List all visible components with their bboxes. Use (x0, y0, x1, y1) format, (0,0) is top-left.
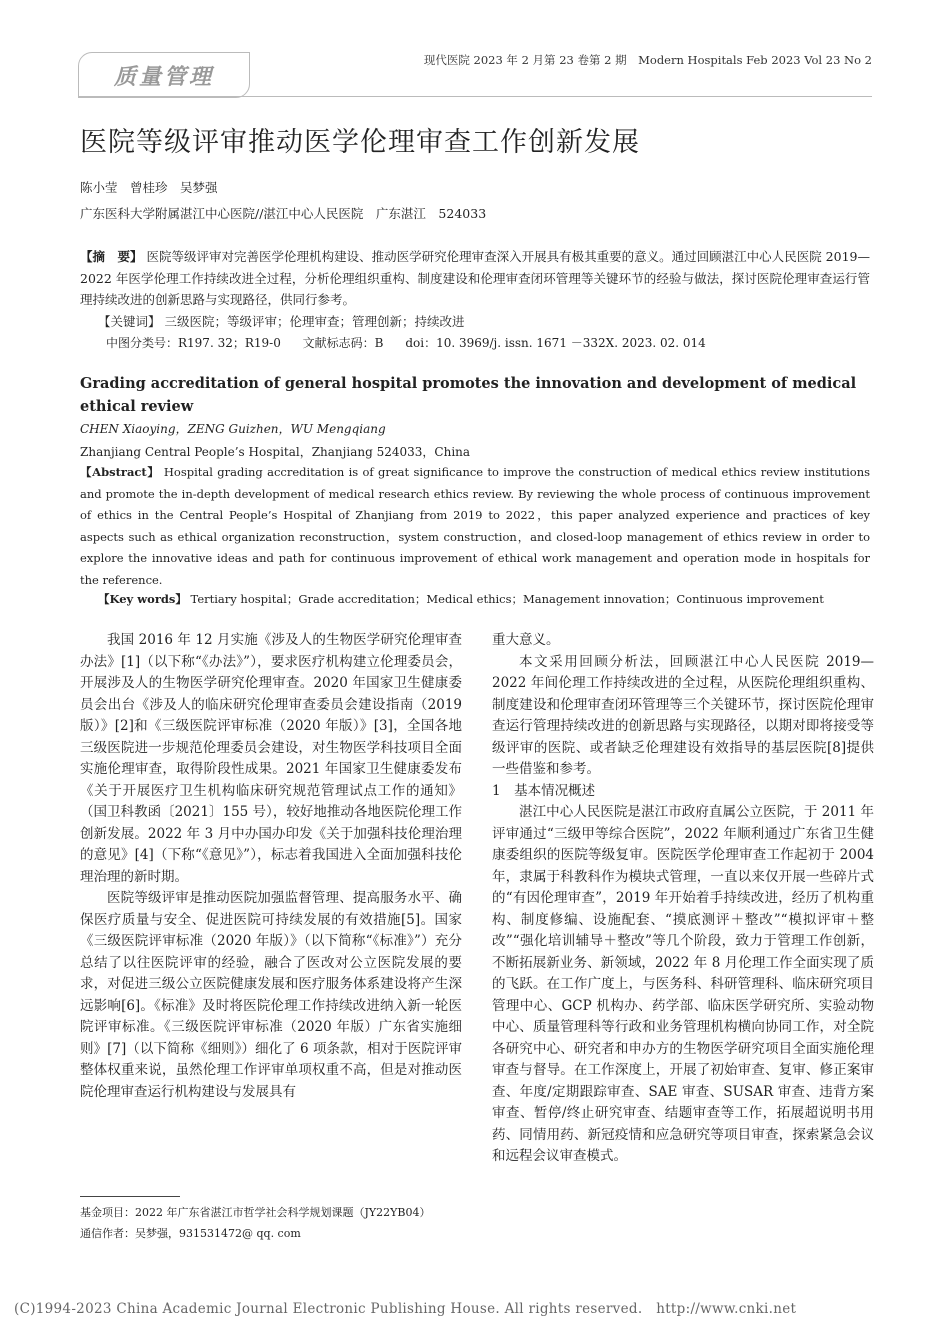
body-right-column (492, 630, 874, 1168)
english-abstract-text: Hospital grading accreditation is of great significance to improve the construction of medical ethics review institutions and promote the in-depth development of medical research ethics review. By reviewing the whole process of continuous improvement of ethics in the Central People’s Hospital of Zhanjiang from 2019 to 2022，this paper analyzed experience and practices of key aspects such as ethical organization reconstruction，system construction，and closed-loop management of ethics review in order to explore the innovative ideas and path for continuous improvement of ethical work management and operation mode in hospitals for the reference. (80, 465, 871, 587)
document-code: 文献标志码：B (302, 336, 384, 350)
keywords-cn (98, 312, 465, 330)
affiliation: 广东医科大学附属湛江中心医院//湛江中心人民医院 广东湛江 524033 (80, 206, 487, 221)
doi[interactable]: doi：10. 3969/j. issn. 1671 －332X. 2023. 02. 014 (405, 336, 706, 350)
english-keywords-label: 【Key words】 (98, 592, 187, 606)
english-keywords (98, 591, 824, 607)
copyright-watermark: (C)1994-2023 China Academic Journal Electronic Publishing House. All rights reserved. http://www.cnki.net (14, 1301, 797, 1317)
classification (106, 334, 724, 351)
authors: 陈小莹 曾桂珍 吴梦强 (80, 180, 218, 195)
english-keywords-text: Tertiary hospital；Grade accreditation；Medical ethics；Management innovation；Continuous improvement (190, 592, 824, 606)
footnote-rule (80, 1196, 180, 1197)
body-paragraph: 我国 2016 年 12 月实施《涉及人的生物医学研究伦理审查办法》[1]（以下称“《办法》”），要求医疗机构建立伦理委员会，开展涉及人的生物医学研究伦理审查。2020 年国家卫生健康委员会出台《涉及人的临床研究伦理审查委员会建设指南（2019 版）》[2]和《三级医院评审标准（2020 年版）》[3]，全国各地三级医院进一步规范伦理委员会建设，对生物医学科技项目全面实施伦理审查，取得阶段性成果。2021 年国家卫生健康委发布《关于开展医疗卫生机构临床研究规范管理试点工作的通知》（国卫科教函〔2021〕155 号），较好地推动各地医院伦理工作创新发展。2022 年 3 月中办国办印发《关于加强科技伦理治理的意见》[4]（下称“《意见》”），标志着我国进入全面加强科技伦理治理的新时期。 (80, 632, 462, 885)
english-authors: CHEN Xiaoying，ZENG Guizhen，WU Mengqiang (80, 422, 386, 436)
body-paragraph: 本文采用回顾分析法，回顾湛江中心人民医院 2019—2022 年间伦理工作持续改进的全过程，从医院伦理组织重构、制度建设和伦理审查闭环管理等三个关键环节，探讨医院伦理审查运行管理持续改进的创新思路与实现路径，以期对即将接受等级评审的医院、或者缺乏伦理建设有效指导的基层医院[8]提供一些借鉴和参考。 (492, 653, 874, 777)
body-continuation: 重大意义。 (492, 632, 560, 648)
contact-note: 通信作者：吴梦强，931531472@ qq. com (80, 1227, 301, 1240)
section-tag: 质量管理 (78, 52, 250, 98)
english-abstract-label: 【Abstract】 (80, 465, 160, 479)
clc-number: 中图分类号：R197. 32；R19-0 (106, 336, 281, 350)
english-abstract (80, 462, 870, 591)
header-rule (78, 96, 872, 97)
journal-info: 现代医院 2023 年 2 月第 23 卷第 2 期 Modern Hospitals Feb 2023 Vol 23 No 2 (423, 53, 872, 67)
section-heading: 1 基本情况概述 (492, 782, 596, 799)
abstract-cn-label: 【摘 要】 (80, 249, 143, 264)
keywords-cn-label: 【关键词】 (98, 314, 161, 329)
article-title: 医院等级评审推动医学伦理审查工作创新发展 (80, 127, 640, 158)
english-title: Grading accreditation of general hospital promotes the innovation and development of medical ethical review (80, 375, 857, 415)
keywords-cn-text: 三级医院；等级评审；伦理审查；管理创新；持续改进 (164, 314, 465, 329)
fund-note: 基金项目：2022 年广东省湛江市哲学社会科学规划课题（JY22YB04） (80, 1206, 431, 1219)
abstract-cn-text: 医院等级评审对完善医学伦理机构建设、推动医学研究伦理审查深入开展具有极其重要的意义。通过回顾湛江中心人民医院 2019—2022 年医学伦理工作持续改进全过程，分析伦理组织重构、制度建设和伦理审查闭环管理等关键环节的经验与做法，探讨医院伦理审查运行管理持续改进的创新思路与实现路径，供同行参考。 (80, 249, 870, 307)
body-paragraph: 医院等级评审是推动医院加强监督管理、提高服务水平、确保医疗质量与安全、促进医院可持续发展的有效措施[5]。国家《三级医院评审标准（2020 年版）》（以下简称“《标准》”）充分总结了以往医院评审的经验，融合了医改对公立医院发展的要求，对促进三级公立医院健康发展和医疗服务体系建设将产生深远影响[6]。《标准》及时将医院伦理工作持续改进纳入新一轮医院评审标准。《三级医院评审标准（2020 年版）广东省实施细则》[7]（以下简称《细则》）细化了 6 项条款，相对于医院评审整体权重来说，虽然伦理工作评审单项权重不高，但是对推动医院伦理审查运行机构建设与发展具有 (80, 890, 462, 1100)
body-left-column (80, 630, 462, 1103)
body-paragraph: 湛江中心人民医院是湛江市政府直属公立医院，于 2011 年评审通过“三级甲等综合医院”，2022 年顺利通过广东省卫生健康委组织的医院等级复审。医院医学伦理审查工作起初于 2004 年，隶属于科教科作为模块式管理，一直以来仅开展一些碎片式的“有因伦理审查”，2019 年开始着手持续改进，经历了机构重构、制度修编、设施配套、“摸底测评＋整改”“模拟评审＋整改”“强化培训辅导＋整改”等几个阶段，致力于管理工作创新，不断拓展新业务、新领域，2022 年 8 月伦理工作全面实现了质的飞跃。在工作广度上，与医务科、科研管理科、临床研究项目管理中心、GCP 机构办、药学部、临床医学研究所、实验动物中心、质量管理科等行政和业务管理机构横向协同工作，对全院各研究中心、研究者和申办方的生物医学研究项目全面实施伦理审查与督导。在工作深度上，开展了初始审查、复审、修正案审查、年度/定期跟踪审查、SAE 审查、SUSAR 审查、违背方案审查、暂停/终止研究审查、结题审查等工作，拓展超说明书用药、同情用药、新冠疫情和应急研究等项目审查，探索紧急会议和远程会议审查模式。 (492, 804, 874, 1164)
abstract-cn (80, 246, 870, 311)
english-affiliation: Zhanjiang Central People’s Hospital，Zhanjiang 524033，China (80, 445, 471, 459)
